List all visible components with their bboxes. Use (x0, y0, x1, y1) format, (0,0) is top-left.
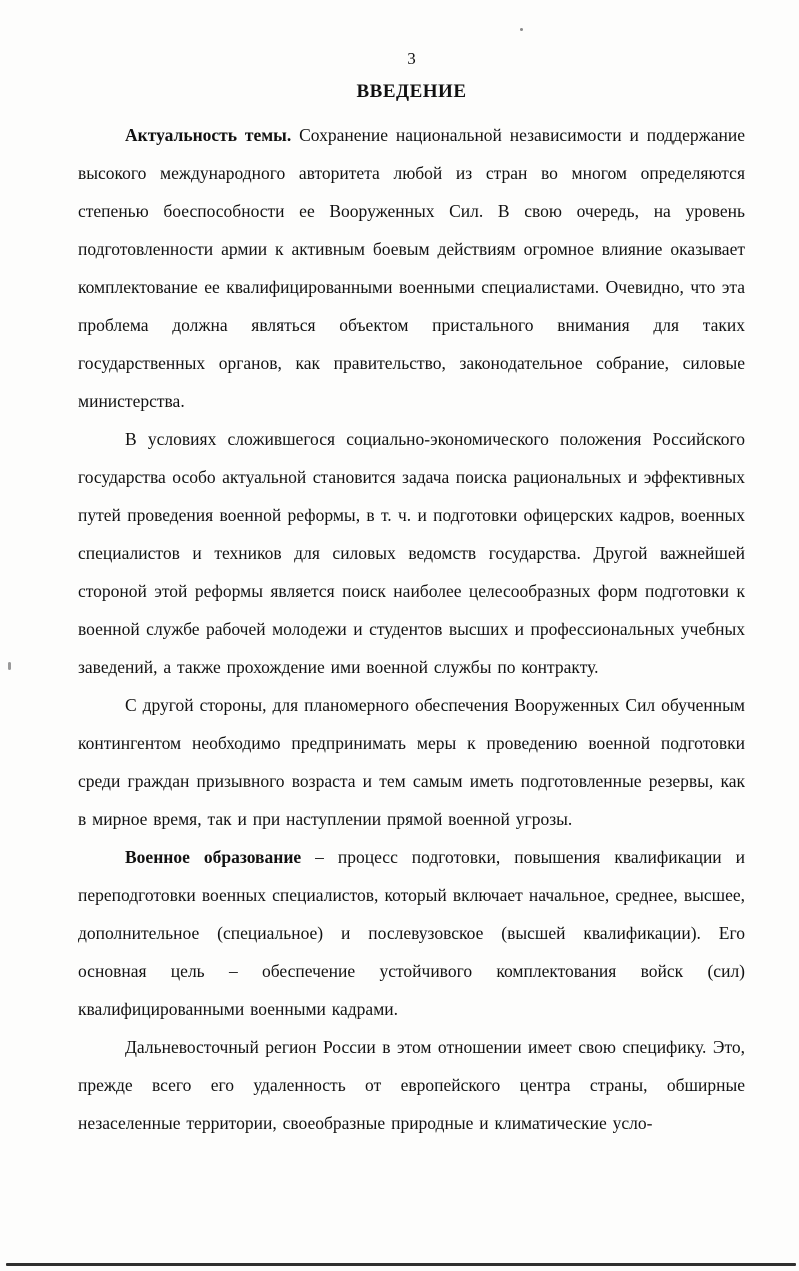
page-number: 3 (407, 49, 416, 68)
paragraph-lead: Военное образование (125, 847, 302, 867)
paragraph (78, 116, 745, 420)
paragraph-text: Сохранение национальной независимости и поддержание высокого международного авторитета любой из стран во многом определяются степенью боеспособности ее Вооруженных Сил. В свою очередь, на уровень подготовленности армии к активным боевым действиям огромное влияние оказывает комплектование ее квалифицированными военными специалистами. Очевидно, что эта проблема должна являться объектом пристального внимания для таких государственных органов, как правительство, законодательное собрание, силовые министерства. (78, 125, 745, 411)
paragraph-text: Дальневосточный регион России в этом отношении имеет свою специфику. Это, прежде всего его удаленность от европейского центра страны, обширные незаселенные территории, своеобразные природные и климатические усло- (78, 1037, 745, 1133)
paragraph (78, 1028, 745, 1142)
paragraph-text: В условиях сложившегося социально-экономического положения Российского государства особо актуальной становится задача поиска рациональных и эффективных путей проведения военной реформы, в т. ч. и подготовки офицерских кадров, военных специалистов и техников для силовых ведомств государства. Другой важнейшей стороной этой реформы является поиск наиболее целесообразных форм подготовки к военной службе рабочей молодежи и студентов высших и профессиональных учебных заведений, а также прохождение ими военной службы по контракту. (78, 429, 745, 677)
paragraph (78, 838, 745, 1028)
paragraph-text: С другой стороны, для планомерного обеспечения Вооруженных Сил обученным контингентом необходимо предпринимать меры к проведению военной подготовки среди граждан призывного возраста и тем самым иметь подготовленные резервы, как в мирное время, так и при наступлении прямой военной угрозы. (78, 695, 745, 829)
page-title: ВВЕДЕНИЕ (356, 81, 467, 102)
paragraph (78, 686, 745, 838)
paragraph-text: – процесс подготовки, повышения квалификации и переподготовки военных специалистов, который включает начальное, среднее, высшее, дополнительное (специальное) и послевузовское (высшей квалификации). Его основная цель – обеспечение устойчивого комплектования войск (сил) квалифицированными военными кадрами. (78, 847, 745, 1019)
paragraph-lead: Актуальность темы. (125, 125, 292, 145)
scan-speck-artifact (520, 28, 523, 31)
scan-speck-artifact (8, 662, 11, 670)
paragraph (78, 420, 745, 686)
scan-edge-line-artifact (6, 1263, 796, 1266)
